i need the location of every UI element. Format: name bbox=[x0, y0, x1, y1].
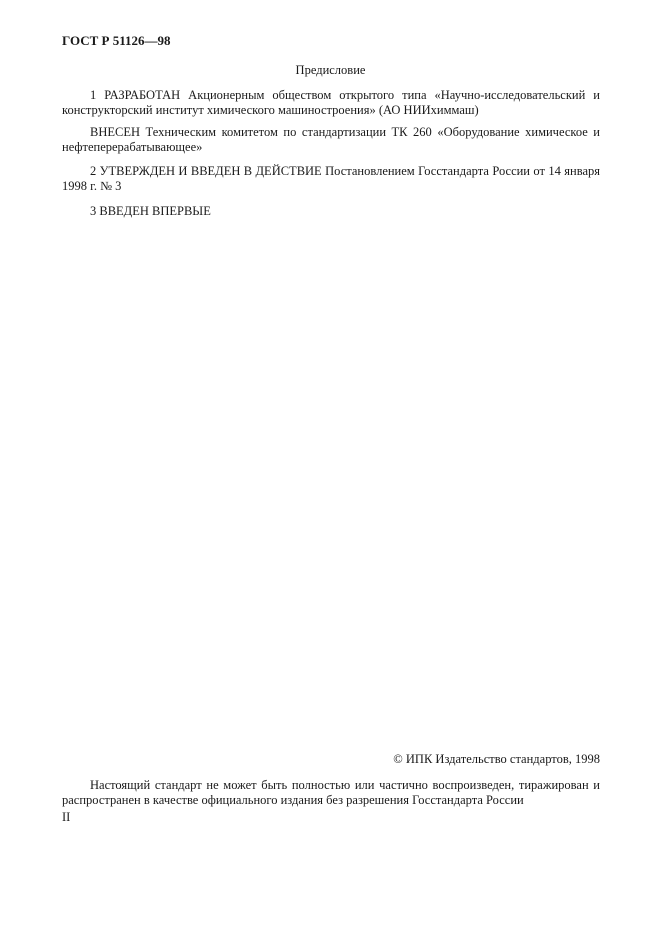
reproduction-notice: Настоящий стандарт не может быть полностью или частично воспроизведен, тиражирован и распространен в качестве официального издания без разрешения Госстандарта России bbox=[62, 778, 600, 807]
paragraph-approved: 2 УТВЕРЖДЕН И ВВЕДЕН В ДЕЙСТВИЕ Постановлением Госстандарта России от 14 января 1998 г. № 3 bbox=[62, 164, 600, 193]
page-title: Предисловие bbox=[295, 63, 366, 77]
copyright-line: © ИПК Издательство стандартов, 1998 bbox=[393, 752, 600, 766]
paragraph-developed: 1 РАЗРАБОТАН Акционерным обществом открытого типа «Научно-исследовательский и конструкторский институт химического машиностроения» (АО НИИхиммаш) bbox=[62, 88, 600, 117]
paragraph-first-introduced: 3 ВВЕДЕН ВПЕРВЫЕ bbox=[90, 204, 211, 218]
page-number: II bbox=[62, 810, 71, 824]
paragraph-introduced: ВНЕСЕН Техническим комитетом по стандартизации ТК 260 «Оборудование химическое и нефтеперерабатывающее» bbox=[62, 125, 600, 154]
document-code: ГОСТ Р 51126—98 bbox=[62, 33, 171, 48]
